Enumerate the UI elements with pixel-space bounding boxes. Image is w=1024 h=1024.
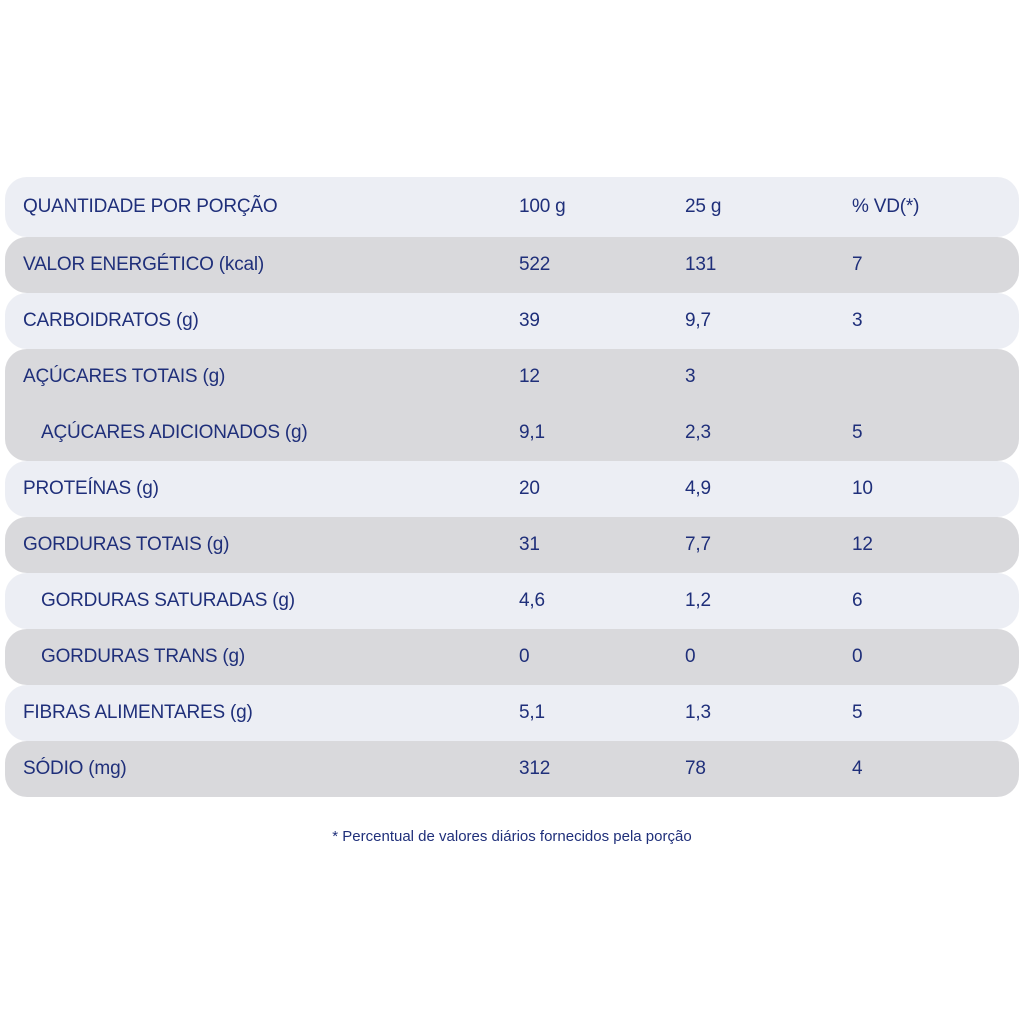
row-label: AÇÚCARES ADICIONADOS (g) xyxy=(41,422,308,443)
footnote: * Percentual de valores diários fornecidos pela porção xyxy=(332,828,692,845)
row-value-100g: 39 xyxy=(519,310,540,331)
row-value-25g: 9,7 xyxy=(685,310,711,331)
row-label: PROTEÍNAS (g) xyxy=(23,478,159,499)
row-value-vd: 12 xyxy=(852,534,873,555)
table-row-group xyxy=(5,349,1019,461)
row-value-25g: 78 xyxy=(685,758,706,779)
nutrition-table xyxy=(5,177,1019,797)
row-value-100g: 5,1 xyxy=(519,702,545,723)
row-label: GORDURAS TRANS (g) xyxy=(41,646,246,667)
row-value-100g: 312 xyxy=(519,758,551,779)
row-value-25g: 7,7 xyxy=(685,534,711,555)
row-sodio xyxy=(5,741,1019,797)
row-value-100g: 31 xyxy=(519,534,540,555)
row-label: GORDURAS SATURADAS (g) xyxy=(41,590,295,611)
row-value-vd: 0 xyxy=(852,646,863,667)
row-label: VALOR ENERGÉTICO (kcal) xyxy=(23,254,265,275)
header-vd: % VD(*) xyxy=(852,196,920,217)
table-row xyxy=(5,517,1019,573)
header-25g: 25 g xyxy=(685,196,722,217)
row-value-25g: 1,2 xyxy=(685,590,711,611)
row-carboidratos xyxy=(5,293,1019,349)
row-value-vd: 5 xyxy=(852,422,863,443)
row-value-100g: 12 xyxy=(519,366,540,387)
row-value-vd: 4 xyxy=(852,758,863,779)
header-label: QUANTIDADE POR PORÇÃO xyxy=(23,196,278,217)
row-value-vd: 5 xyxy=(852,702,863,723)
row-label: SÓDIO (mg) xyxy=(23,758,127,779)
row-label: FIBRAS ALIMENTARES (g) xyxy=(23,702,253,723)
row-label: CARBOIDRATOS (g) xyxy=(23,310,199,331)
row-gorduras-trans xyxy=(5,629,1019,685)
row-proteinas xyxy=(5,461,1019,517)
table-row xyxy=(5,293,1019,349)
row-gorduras-totais xyxy=(5,517,1019,573)
table-row xyxy=(5,629,1019,685)
row-value-vd: 10 xyxy=(852,478,873,499)
row-value-100g: 522 xyxy=(519,254,551,275)
row-value-100g: 0 xyxy=(519,646,530,667)
row-value-vd: 7 xyxy=(852,254,863,275)
header-100g: 100 g xyxy=(519,196,566,217)
row-value-25g: 4,9 xyxy=(685,478,711,499)
table-row xyxy=(5,741,1019,797)
table-row xyxy=(5,573,1019,629)
table-header xyxy=(5,177,1019,237)
row-valor-energetico xyxy=(5,237,1019,293)
row-value-vd: 6 xyxy=(852,590,863,611)
row-fibras-alimentares xyxy=(5,685,1019,741)
header-row xyxy=(5,177,1019,237)
table-row xyxy=(5,685,1019,741)
row-value-25g: 2,3 xyxy=(685,422,711,443)
table-row xyxy=(5,461,1019,517)
row-value-100g: 4,6 xyxy=(519,590,545,611)
row-value-vd: 3 xyxy=(852,310,863,331)
row-value-100g: 9,1 xyxy=(519,422,545,443)
row-value-25g: 131 xyxy=(685,254,717,275)
row-label: AÇÚCARES TOTAIS (g) xyxy=(23,366,226,387)
row-acucares-totais xyxy=(5,349,1019,405)
row-value-100g: 20 xyxy=(519,478,540,499)
row-label: GORDURAS TOTAIS (g) xyxy=(23,534,230,555)
table-row xyxy=(5,237,1019,293)
row-gorduras-saturadas xyxy=(5,573,1019,629)
row-value-25g: 3 xyxy=(685,366,696,387)
row-value-25g: 0 xyxy=(685,646,696,667)
row-value-25g: 1,3 xyxy=(685,702,711,723)
row-acucares-adicionados xyxy=(5,405,1019,461)
